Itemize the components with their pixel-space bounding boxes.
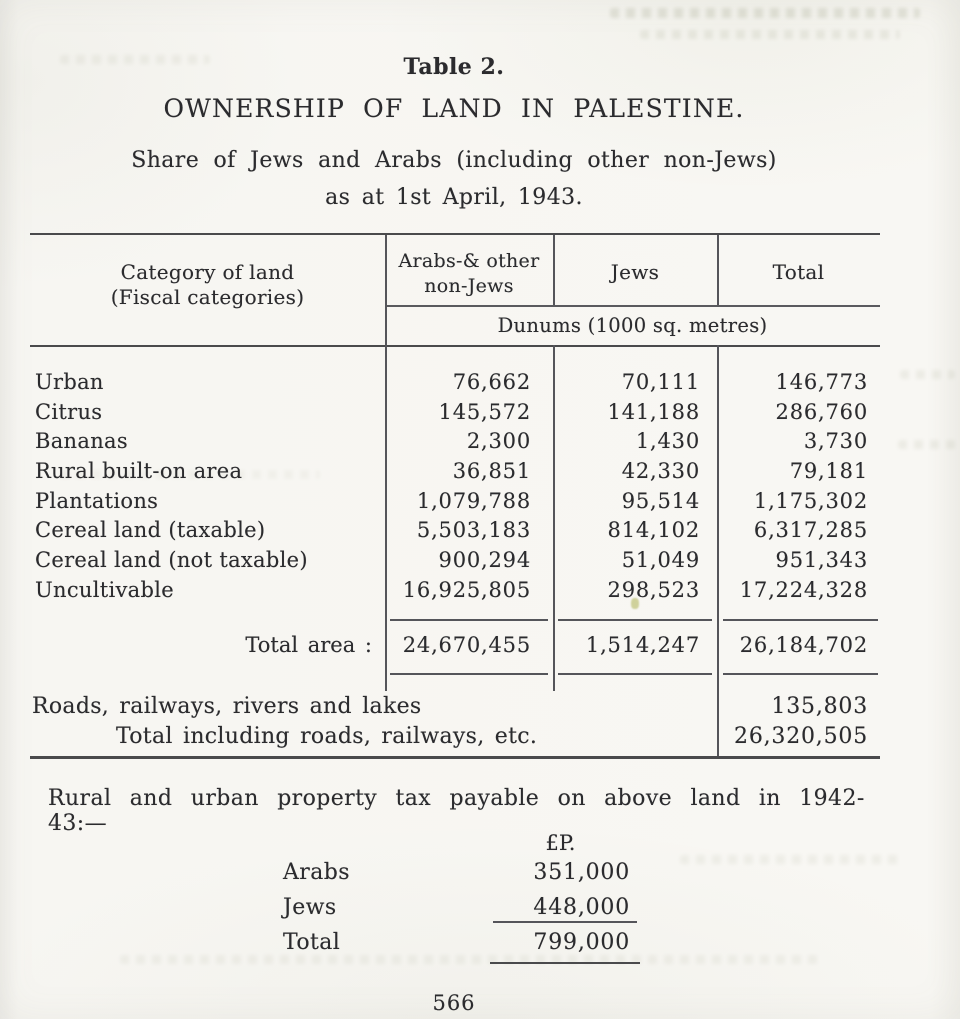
currency-header: £P.	[545, 831, 576, 855]
tax-row	[283, 860, 630, 885]
bleed-through-smudge	[680, 855, 900, 864]
column-header-arabs-line1: Arabs-& other	[398, 250, 540, 272]
arabs-cell: 145,572	[438, 399, 531, 424]
jews-cell: 70,111	[621, 369, 700, 394]
total-row-rule-below	[723, 673, 878, 675]
tax-total-rule	[490, 962, 640, 964]
jews-cell: 1,430	[635, 429, 700, 454]
tax-value: 351,000	[533, 860, 630, 885]
arabs-cell: 16,925,805	[402, 577, 531, 602]
table-rule-bottom	[30, 756, 880, 759]
table-row	[30, 426, 880, 456]
total-cell: 3,730	[803, 429, 868, 454]
jews-cell: 814,102	[607, 518, 700, 543]
bleed-through-smudge	[610, 8, 920, 18]
total-row-rule-below	[558, 673, 712, 675]
total-row-rule-above	[558, 619, 712, 621]
jews-cell: 298,523	[607, 577, 700, 602]
category-cell: Cereal land (not taxable)	[35, 547, 308, 572]
column-header-category	[30, 260, 385, 310]
total-area-row	[30, 629, 880, 661]
total-including-roads-value: 26,320,505	[734, 723, 868, 749]
table-row	[30, 367, 880, 397]
arabs-cell: 76,662	[452, 369, 531, 394]
table-rule-below-header	[30, 345, 880, 347]
table-row	[30, 515, 880, 545]
tax-total-row	[283, 930, 630, 955]
total-cell: 1,175,302	[753, 488, 868, 513]
table-rule-above-units	[385, 305, 880, 307]
category-cell: Citrus	[35, 399, 103, 424]
tax-value: 448,000	[533, 895, 630, 920]
bleed-through-smudge	[120, 955, 820, 964]
arabs-cell: 900,294	[438, 547, 531, 572]
tax-label: Total	[283, 930, 341, 955]
column-header-category-line1: Category of land	[120, 260, 295, 284]
table-row	[30, 456, 880, 486]
roads-label: Roads, railways, rivers and lakes	[32, 693, 422, 719]
tax-row	[283, 895, 630, 920]
arabs-cell: 36,851	[452, 458, 531, 483]
land-ownership-table	[30, 233, 880, 759]
tax-label: Jews	[283, 895, 337, 920]
column-header-arabs-line2: non-Jews	[424, 275, 514, 297]
arabs-cell: 1,079,788	[416, 488, 531, 513]
category-cell: Cereal land (taxable)	[35, 518, 266, 543]
column-header-jews: Jews	[610, 260, 660, 284]
tax-intro-text: Rural and urban property tax payable on above land in 1942-43:—	[48, 786, 865, 836]
total-cell: 79,181	[789, 458, 868, 483]
total-including-roads-label: Total including roads, railways, etc.	[116, 723, 538, 749]
page-title: OWNERSHIP OF LAND IN PALESTINE.	[163, 94, 745, 123]
units-header: Dunums (1000 sq. metres)	[497, 314, 768, 337]
column-header-arabs	[385, 249, 553, 299]
total-cell: 6,317,285	[753, 518, 868, 543]
page-number: 566	[432, 991, 476, 1015]
roads-value: 135,803	[771, 693, 868, 719]
total-row-rule-above	[723, 619, 878, 621]
roads-row	[30, 691, 880, 721]
bleed-through-smudge	[640, 30, 900, 39]
total-area-label: Total area :	[245, 633, 372, 657]
bleed-through-smudge	[898, 440, 956, 449]
table-rule-top	[30, 233, 880, 235]
category-cell: Rural built-on area	[35, 458, 243, 483]
category-cell: Uncultivable	[35, 577, 174, 602]
total-cell: 146,773	[775, 369, 868, 394]
jews-cell: 42,330	[621, 458, 700, 483]
total-cell: 951,343	[775, 547, 868, 572]
jews-total-cell: 1,514,247	[585, 633, 700, 657]
table-row	[30, 575, 880, 605]
arabs-total-cell: 24,670,455	[402, 633, 531, 657]
table-body	[30, 367, 880, 605]
jews-cell: 95,514	[621, 488, 700, 513]
jews-cell: 141,188	[607, 399, 700, 424]
table-row	[30, 397, 880, 427]
category-cell: Plantations	[35, 488, 159, 513]
category-cell: Bananas	[35, 429, 128, 454]
tax-value: 799,000	[533, 930, 630, 955]
column-header-total: Total	[772, 260, 825, 284]
total-cell: 286,760	[775, 399, 868, 424]
total-cell: 17,224,328	[739, 577, 868, 602]
jews-cell: 51,049	[621, 547, 700, 572]
tax-label: Arabs	[283, 860, 350, 885]
grand-total-cell: 26,184,702	[739, 633, 868, 657]
column-header-category-line2: (Fiscal categories)	[110, 285, 305, 309]
total-row-rule-below	[390, 673, 548, 675]
table-row	[30, 545, 880, 575]
tax-sum-rule	[493, 921, 637, 923]
table-row	[30, 486, 880, 516]
arabs-cell: 5,503,183	[416, 518, 531, 543]
category-cell: Urban	[35, 369, 104, 394]
total-row-rule-above	[390, 619, 548, 621]
bleed-through-smudge	[900, 370, 955, 379]
total-including-roads-row	[30, 721, 880, 751]
table-number-label: Table 2.	[403, 54, 505, 80]
arabs-cell: 2,300	[466, 429, 531, 454]
subtitle-line-1: Share of Jews and Arabs (including other non-Jews)	[131, 148, 777, 173]
subtitle-line-2: as at 1st April, 1943.	[325, 185, 583, 210]
